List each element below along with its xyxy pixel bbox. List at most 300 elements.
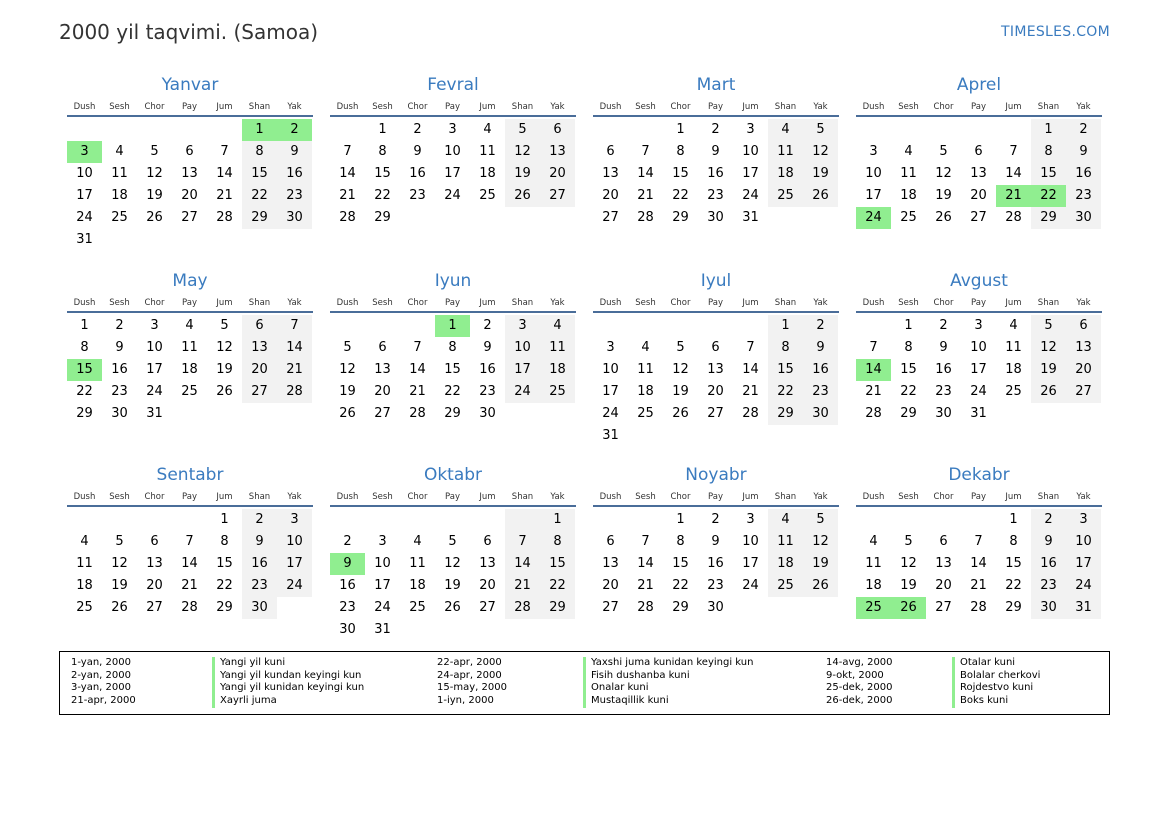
day-cell[interactable]: 7 bbox=[277, 315, 312, 337]
day-cell[interactable]: 14 bbox=[216, 166, 233, 181]
day-cell[interactable]: 6 bbox=[378, 340, 387, 355]
day-cell[interactable]: 30 bbox=[707, 210, 724, 225]
day-cell[interactable]: 24 bbox=[146, 384, 163, 399]
day-cell[interactable]: 1 bbox=[378, 122, 387, 137]
day-cell[interactable]: 25 bbox=[76, 600, 93, 615]
day-cell[interactable]: 16 bbox=[479, 362, 496, 377]
day-cell[interactable]: 11 bbox=[181, 340, 198, 355]
day-cell[interactable]: 22 bbox=[242, 185, 277, 207]
day-cell[interactable]: 24 bbox=[444, 188, 461, 203]
day-cell[interactable]: 7 bbox=[641, 534, 650, 549]
day-cell[interactable]: 1 bbox=[676, 122, 685, 137]
day-cell[interactable]: 29 bbox=[76, 406, 93, 421]
day-cell[interactable]: 21 bbox=[409, 384, 426, 399]
day-cell[interactable]: 12 bbox=[111, 556, 128, 571]
day-cell[interactable]: 2 bbox=[939, 318, 948, 333]
day-cell[interactable]: 29 bbox=[374, 210, 391, 225]
day-cell[interactable]: 22 bbox=[374, 188, 391, 203]
day-cell[interactable]: 28 bbox=[409, 406, 426, 421]
day-cell[interactable]: 4 bbox=[768, 509, 803, 531]
day-cell[interactable]: 19 bbox=[146, 188, 163, 203]
day-cell[interactable]: 24 bbox=[76, 210, 93, 225]
day-cell[interactable]: 6 bbox=[483, 534, 492, 549]
brand-link[interactable]: TIMESLES.COM bbox=[1001, 24, 1110, 40]
day-cell[interactable]: 3 bbox=[67, 141, 102, 163]
day-cell[interactable]: 20 bbox=[602, 188, 619, 203]
day-cell[interactable]: 28 bbox=[637, 600, 654, 615]
day-cell[interactable]: 16 bbox=[803, 359, 838, 381]
day-cell[interactable]: 27 bbox=[374, 406, 391, 421]
day-cell[interactable]: 30 bbox=[242, 597, 277, 619]
day-cell[interactable]: 16 bbox=[1031, 553, 1066, 575]
day-cell[interactable]: 29 bbox=[1031, 207, 1066, 229]
day-cell[interactable]: 6 bbox=[711, 340, 720, 355]
day-cell[interactable]: 29 bbox=[900, 406, 917, 421]
day-cell[interactable]: 5 bbox=[1031, 315, 1066, 337]
day-cell[interactable]: 10 bbox=[374, 556, 391, 571]
day-cell[interactable]: 7 bbox=[343, 144, 352, 159]
day-cell[interactable]: 26 bbox=[505, 185, 540, 207]
day-cell[interactable]: 17 bbox=[277, 553, 312, 575]
day-cell[interactable]: 20 bbox=[540, 163, 575, 185]
day-cell[interactable]: 19 bbox=[505, 163, 540, 185]
day-cell[interactable]: 12 bbox=[803, 141, 838, 163]
day-cell[interactable]: 27 bbox=[1066, 381, 1101, 403]
day-cell[interactable]: 12 bbox=[803, 531, 838, 553]
day-cell[interactable]: 10 bbox=[505, 337, 540, 359]
day-cell[interactable]: 6 bbox=[185, 144, 194, 159]
day-cell[interactable]: 15 bbox=[768, 359, 803, 381]
day-cell[interactable]: 1 bbox=[768, 315, 803, 337]
day-cell[interactable]: 14 bbox=[277, 337, 312, 359]
day-cell[interactable]: 27 bbox=[707, 406, 724, 421]
day-cell[interactable]: 4 bbox=[80, 534, 89, 549]
day-cell[interactable]: 16 bbox=[1066, 163, 1101, 185]
day-cell[interactable]: 2 bbox=[711, 122, 720, 137]
day-cell[interactable]: 28 bbox=[742, 406, 759, 421]
day-cell[interactable]: 9 bbox=[803, 337, 838, 359]
day-cell[interactable]: 24 bbox=[970, 384, 987, 399]
day-cell[interactable]: 9 bbox=[277, 141, 312, 163]
day-cell[interactable]: 30 bbox=[1031, 597, 1066, 619]
day-cell[interactable]: 5 bbox=[676, 340, 685, 355]
day-cell[interactable]: 5 bbox=[939, 144, 948, 159]
day-cell[interactable]: 7 bbox=[505, 531, 540, 553]
day-cell[interactable]: 18 bbox=[181, 362, 198, 377]
day-cell[interactable]: 25 bbox=[111, 210, 128, 225]
day-cell[interactable]: 26 bbox=[803, 575, 838, 597]
day-cell[interactable]: 18 bbox=[768, 553, 803, 575]
day-cell[interactable]: 14 bbox=[505, 553, 540, 575]
day-cell[interactable]: 20 bbox=[707, 384, 724, 399]
day-cell[interactable]: 22 bbox=[444, 384, 461, 399]
day-cell[interactable]: 25 bbox=[768, 185, 803, 207]
day-cell[interactable]: 13 bbox=[970, 166, 987, 181]
day-cell[interactable]: 3 bbox=[1066, 509, 1101, 531]
day-cell[interactable]: 1 bbox=[676, 512, 685, 527]
day-cell[interactable]: 9 bbox=[1066, 141, 1101, 163]
day-cell[interactable]: 21 bbox=[970, 578, 987, 593]
day-cell[interactable]: 24 bbox=[374, 600, 391, 615]
day-cell[interactable]: 25 bbox=[409, 600, 426, 615]
day-cell[interactable]: 14 bbox=[1005, 166, 1022, 181]
day-cell[interactable]: 1 bbox=[1031, 119, 1066, 141]
day-cell[interactable]: 8 bbox=[904, 340, 913, 355]
day-cell[interactable]: 31 bbox=[970, 406, 987, 421]
day-cell[interactable]: 15 bbox=[672, 166, 689, 181]
day-cell[interactable]: 17 bbox=[76, 188, 93, 203]
day-cell[interactable]: 23 bbox=[242, 575, 277, 597]
day-cell[interactable]: 16 bbox=[707, 166, 724, 181]
day-cell[interactable]: 29 bbox=[1005, 600, 1022, 615]
day-cell[interactable]: 8 bbox=[1009, 534, 1018, 549]
day-cell[interactable]: 7 bbox=[413, 340, 422, 355]
day-cell[interactable]: 8 bbox=[540, 531, 575, 553]
day-cell[interactable]: 25 bbox=[900, 210, 917, 225]
day-cell[interactable]: 14 bbox=[339, 166, 356, 181]
day-cell[interactable]: 20 bbox=[146, 578, 163, 593]
day-cell[interactable]: 13 bbox=[146, 556, 163, 571]
day-cell[interactable]: 10 bbox=[1066, 531, 1101, 553]
day-cell[interactable]: 17 bbox=[742, 166, 759, 181]
day-cell[interactable]: 27 bbox=[540, 185, 575, 207]
day-cell[interactable]: 2 bbox=[115, 318, 124, 333]
day-cell[interactable]: 10 bbox=[277, 531, 312, 553]
day-cell[interactable]: 9 bbox=[242, 531, 277, 553]
day-cell[interactable]: 1 bbox=[242, 119, 277, 141]
day-cell[interactable]: 31 bbox=[374, 622, 391, 637]
day-cell[interactable]: 6 bbox=[606, 144, 615, 159]
day-cell[interactable]: 20 bbox=[970, 188, 987, 203]
day-cell[interactable]: 28 bbox=[339, 210, 356, 225]
day-cell[interactable]: 27 bbox=[181, 210, 198, 225]
day-cell[interactable]: 18 bbox=[111, 188, 128, 203]
day-cell[interactable]: 24 bbox=[602, 406, 619, 421]
day-cell[interactable]: 26 bbox=[146, 210, 163, 225]
day-cell[interactable]: 23 bbox=[111, 384, 128, 399]
day-cell[interactable]: 29 bbox=[540, 597, 575, 619]
day-cell[interactable]: 28 bbox=[865, 406, 882, 421]
day-cell[interactable]: 24 bbox=[742, 188, 759, 203]
day-cell[interactable]: 1 bbox=[1009, 512, 1018, 527]
day-cell[interactable]: 23 bbox=[409, 188, 426, 203]
day-cell[interactable]: 31 bbox=[602, 428, 619, 443]
day-cell[interactable]: 18 bbox=[479, 166, 496, 181]
day-cell[interactable]: 24 bbox=[277, 575, 312, 597]
day-cell[interactable]: 15 bbox=[1005, 556, 1022, 571]
day-cell[interactable]: 5 bbox=[448, 534, 457, 549]
day-cell[interactable]: 8 bbox=[676, 534, 685, 549]
day-cell[interactable]: 26 bbox=[1031, 381, 1066, 403]
day-cell[interactable]: 25 bbox=[540, 381, 575, 403]
day-cell[interactable]: 14 bbox=[409, 362, 426, 377]
day-cell[interactable]: 2 bbox=[277, 119, 312, 141]
day-cell[interactable]: 14 bbox=[970, 556, 987, 571]
day-cell[interactable]: 6 bbox=[150, 534, 159, 549]
day-cell[interactable]: 17 bbox=[444, 166, 461, 181]
day-cell[interactable]: 5 bbox=[115, 534, 124, 549]
day-cell[interactable]: 29 bbox=[768, 403, 803, 425]
day-cell[interactable]: 26 bbox=[803, 185, 838, 207]
day-cell[interactable]: 3 bbox=[606, 340, 615, 355]
day-cell[interactable]: 28 bbox=[181, 600, 198, 615]
day-cell[interactable]: 10 bbox=[742, 144, 759, 159]
day-cell[interactable]: 8 bbox=[378, 144, 387, 159]
day-cell[interactable]: 23 bbox=[277, 185, 312, 207]
day-cell[interactable]: 10 bbox=[76, 166, 93, 181]
day-cell[interactable]: 22 bbox=[76, 384, 93, 399]
day-cell[interactable]: 7 bbox=[185, 534, 194, 549]
day-cell[interactable]: 11 bbox=[1005, 340, 1022, 355]
day-cell[interactable]: 2 bbox=[413, 122, 422, 137]
day-cell[interactable]: 18 bbox=[900, 188, 917, 203]
day-cell[interactable]: 5 bbox=[505, 119, 540, 141]
day-cell[interactable]: 1 bbox=[435, 315, 470, 337]
day-cell[interactable]: 11 bbox=[479, 144, 496, 159]
day-cell[interactable]: 22 bbox=[672, 578, 689, 593]
day-cell[interactable]: 19 bbox=[444, 578, 461, 593]
day-cell[interactable]: 18 bbox=[865, 578, 882, 593]
day-cell[interactable]: 9 bbox=[115, 340, 124, 355]
day-cell[interactable]: 5 bbox=[343, 340, 352, 355]
day-cell[interactable]: 14 bbox=[742, 362, 759, 377]
day-cell[interactable]: 23 bbox=[935, 384, 952, 399]
day-cell[interactable]: 4 bbox=[413, 534, 422, 549]
day-cell[interactable]: 22 bbox=[768, 381, 803, 403]
day-cell[interactable]: 16 bbox=[277, 163, 312, 185]
day-cell[interactable]: 12 bbox=[1031, 337, 1066, 359]
day-cell[interactable]: 20 bbox=[181, 188, 198, 203]
day-cell[interactable]: 19 bbox=[339, 384, 356, 399]
day-cell[interactable]: 8 bbox=[242, 141, 277, 163]
day-cell[interactable]: 15 bbox=[540, 553, 575, 575]
day-cell[interactable]: 28 bbox=[637, 210, 654, 225]
day-cell[interactable]: 29 bbox=[444, 406, 461, 421]
day-cell[interactable]: 15 bbox=[672, 556, 689, 571]
day-cell[interactable]: 6 bbox=[242, 315, 277, 337]
day-cell[interactable]: 21 bbox=[996, 185, 1031, 207]
day-cell[interactable]: 12 bbox=[672, 362, 689, 377]
day-cell[interactable]: 16 bbox=[707, 556, 724, 571]
day-cell[interactable]: 3 bbox=[378, 534, 387, 549]
day-cell[interactable]: 2 bbox=[1066, 119, 1101, 141]
day-cell[interactable]: 10 bbox=[742, 534, 759, 549]
day-cell[interactable]: 13 bbox=[602, 556, 619, 571]
day-cell[interactable]: 14 bbox=[637, 556, 654, 571]
day-cell[interactable]: 2 bbox=[343, 534, 352, 549]
day-cell[interactable]: 4 bbox=[540, 315, 575, 337]
day-cell[interactable]: 17 bbox=[970, 362, 987, 377]
day-cell[interactable]: 28 bbox=[1005, 210, 1022, 225]
day-cell[interactable]: 20 bbox=[479, 578, 496, 593]
day-cell[interactable]: 20 bbox=[242, 359, 277, 381]
day-cell[interactable]: 27 bbox=[935, 600, 952, 615]
day-cell[interactable]: 22 bbox=[540, 575, 575, 597]
day-cell[interactable]: 4 bbox=[1009, 318, 1018, 333]
day-cell[interactable]: 10 bbox=[865, 166, 882, 181]
day-cell[interactable]: 7 bbox=[641, 144, 650, 159]
day-cell[interactable]: 6 bbox=[1066, 315, 1101, 337]
day-cell[interactable]: 13 bbox=[181, 166, 198, 181]
day-cell[interactable]: 23 bbox=[707, 188, 724, 203]
day-cell[interactable]: 18 bbox=[637, 384, 654, 399]
day-cell[interactable]: 20 bbox=[374, 384, 391, 399]
day-cell[interactable]: 23 bbox=[707, 578, 724, 593]
day-cell[interactable]: 24 bbox=[742, 578, 759, 593]
day-cell[interactable]: 19 bbox=[111, 578, 128, 593]
day-cell[interactable]: 2 bbox=[242, 509, 277, 531]
day-cell[interactable]: 18 bbox=[409, 578, 426, 593]
day-cell[interactable]: 11 bbox=[637, 362, 654, 377]
day-cell[interactable]: 21 bbox=[277, 359, 312, 381]
day-cell[interactable]: 31 bbox=[742, 210, 759, 225]
day-cell[interactable]: 17 bbox=[1066, 553, 1101, 575]
day-cell[interactable]: 15 bbox=[1031, 163, 1066, 185]
day-cell[interactable]: 19 bbox=[803, 553, 838, 575]
day-cell[interactable]: 20 bbox=[602, 578, 619, 593]
day-cell[interactable]: 31 bbox=[76, 232, 93, 247]
day-cell[interactable]: 9 bbox=[330, 553, 365, 575]
day-cell[interactable]: 31 bbox=[146, 406, 163, 421]
day-cell[interactable]: 12 bbox=[339, 362, 356, 377]
day-cell[interactable]: 29 bbox=[216, 600, 233, 615]
day-cell[interactable]: 29 bbox=[242, 207, 277, 229]
day-cell[interactable]: 23 bbox=[339, 600, 356, 615]
day-cell[interactable]: 18 bbox=[540, 359, 575, 381]
day-cell[interactable]: 16 bbox=[242, 553, 277, 575]
day-cell[interactable]: 14 bbox=[637, 166, 654, 181]
day-cell[interactable]: 18 bbox=[76, 578, 93, 593]
day-cell[interactable]: 9 bbox=[1031, 531, 1066, 553]
day-cell[interactable]: 22 bbox=[672, 188, 689, 203]
day-cell[interactable]: 25 bbox=[768, 575, 803, 597]
day-cell[interactable]: 15 bbox=[900, 362, 917, 377]
day-cell[interactable]: 1 bbox=[80, 318, 89, 333]
day-cell[interactable]: 27 bbox=[242, 381, 277, 403]
day-cell[interactable]: 1 bbox=[220, 512, 229, 527]
day-cell[interactable]: 15 bbox=[444, 362, 461, 377]
day-cell[interactable]: 17 bbox=[602, 384, 619, 399]
day-cell[interactable]: 21 bbox=[181, 578, 198, 593]
day-cell[interactable]: 26 bbox=[935, 210, 952, 225]
day-cell[interactable]: 27 bbox=[602, 600, 619, 615]
day-cell[interactable]: 4 bbox=[185, 318, 194, 333]
day-cell[interactable]: 8 bbox=[676, 144, 685, 159]
day-cell[interactable]: 28 bbox=[505, 597, 540, 619]
day-cell[interactable]: 13 bbox=[242, 337, 277, 359]
day-cell[interactable]: 26 bbox=[891, 597, 926, 619]
day-cell[interactable]: 24 bbox=[856, 207, 891, 229]
day-cell[interactable]: 18 bbox=[768, 163, 803, 185]
day-cell[interactable]: 11 bbox=[768, 141, 803, 163]
day-cell[interactable]: 15 bbox=[216, 556, 233, 571]
day-cell[interactable]: 8 bbox=[220, 534, 229, 549]
day-cell[interactable]: 30 bbox=[803, 403, 838, 425]
day-cell[interactable]: 27 bbox=[479, 600, 496, 615]
day-cell[interactable]: 6 bbox=[606, 534, 615, 549]
day-cell[interactable]: 3 bbox=[974, 318, 983, 333]
day-cell[interactable]: 13 bbox=[1066, 337, 1101, 359]
day-cell[interactable]: 12 bbox=[444, 556, 461, 571]
day-cell[interactable]: 21 bbox=[637, 188, 654, 203]
day-cell[interactable]: 19 bbox=[216, 362, 233, 377]
day-cell[interactable]: 10 bbox=[146, 340, 163, 355]
day-cell[interactable]: 2 bbox=[483, 318, 492, 333]
day-cell[interactable]: 25 bbox=[856, 597, 891, 619]
day-cell[interactable]: 23 bbox=[479, 384, 496, 399]
day-cell[interactable]: 17 bbox=[505, 359, 540, 381]
day-cell[interactable]: 9 bbox=[711, 534, 720, 549]
day-cell[interactable]: 4 bbox=[768, 119, 803, 141]
day-cell[interactable]: 10 bbox=[602, 362, 619, 377]
day-cell[interactable]: 9 bbox=[413, 144, 422, 159]
day-cell[interactable]: 27 bbox=[970, 210, 987, 225]
day-cell[interactable]: 6 bbox=[540, 119, 575, 141]
day-cell[interactable]: 4 bbox=[641, 340, 650, 355]
day-cell[interactable]: 3 bbox=[150, 318, 159, 333]
day-cell[interactable]: 30 bbox=[277, 207, 312, 229]
day-cell[interactable]: 21 bbox=[216, 188, 233, 203]
day-cell[interactable]: 30 bbox=[1066, 207, 1101, 229]
day-cell[interactable]: 4 bbox=[869, 534, 878, 549]
day-cell[interactable]: 15 bbox=[242, 163, 277, 185]
day-cell[interactable]: 11 bbox=[540, 337, 575, 359]
day-cell[interactable]: 27 bbox=[602, 210, 619, 225]
day-cell[interactable]: 10 bbox=[970, 340, 987, 355]
day-cell[interactable]: 26 bbox=[216, 384, 233, 399]
day-cell[interactable]: 16 bbox=[409, 166, 426, 181]
day-cell[interactable]: 17 bbox=[865, 188, 882, 203]
day-cell[interactable]: 15 bbox=[374, 166, 391, 181]
day-cell[interactable]: 14 bbox=[181, 556, 198, 571]
day-cell[interactable]: 10 bbox=[444, 144, 461, 159]
day-cell[interactable]: 13 bbox=[707, 362, 724, 377]
day-cell[interactable]: 5 bbox=[803, 119, 838, 141]
day-cell[interactable]: 12 bbox=[146, 166, 163, 181]
day-cell[interactable]: 29 bbox=[672, 210, 689, 225]
day-cell[interactable]: 6 bbox=[974, 144, 983, 159]
day-cell[interactable]: 16 bbox=[111, 362, 128, 377]
day-cell[interactable]: 12 bbox=[505, 141, 540, 163]
day-cell[interactable]: 13 bbox=[479, 556, 496, 571]
day-cell[interactable]: 30 bbox=[111, 406, 128, 421]
day-cell[interactable]: 9 bbox=[939, 340, 948, 355]
day-cell[interactable]: 3 bbox=[869, 144, 878, 159]
day-cell[interactable]: 5 bbox=[150, 144, 159, 159]
day-cell[interactable]: 21 bbox=[339, 188, 356, 203]
day-cell[interactable]: 7 bbox=[974, 534, 983, 549]
day-cell[interactable]: 8 bbox=[448, 340, 457, 355]
day-cell[interactable]: 26 bbox=[444, 600, 461, 615]
day-cell[interactable]: 3 bbox=[448, 122, 457, 137]
day-cell[interactable]: 24 bbox=[505, 381, 540, 403]
day-cell[interactable]: 27 bbox=[146, 600, 163, 615]
day-cell[interactable]: 11 bbox=[76, 556, 93, 571]
day-cell[interactable]: 20 bbox=[1066, 359, 1101, 381]
day-cell[interactable]: 2 bbox=[1031, 509, 1066, 531]
day-cell[interactable]: 25 bbox=[637, 406, 654, 421]
day-cell[interactable]: 7 bbox=[746, 340, 755, 355]
day-cell[interactable]: 28 bbox=[216, 210, 233, 225]
day-cell[interactable]: 11 bbox=[768, 531, 803, 553]
day-cell[interactable]: 6 bbox=[939, 534, 948, 549]
day-cell[interactable]: 4 bbox=[115, 144, 124, 159]
day-cell[interactable]: 28 bbox=[277, 381, 312, 403]
day-cell[interactable]: 22 bbox=[1031, 185, 1066, 207]
day-cell[interactable]: 19 bbox=[1031, 359, 1066, 381]
day-cell[interactable]: 26 bbox=[111, 600, 128, 615]
day-cell[interactable]: 19 bbox=[803, 163, 838, 185]
